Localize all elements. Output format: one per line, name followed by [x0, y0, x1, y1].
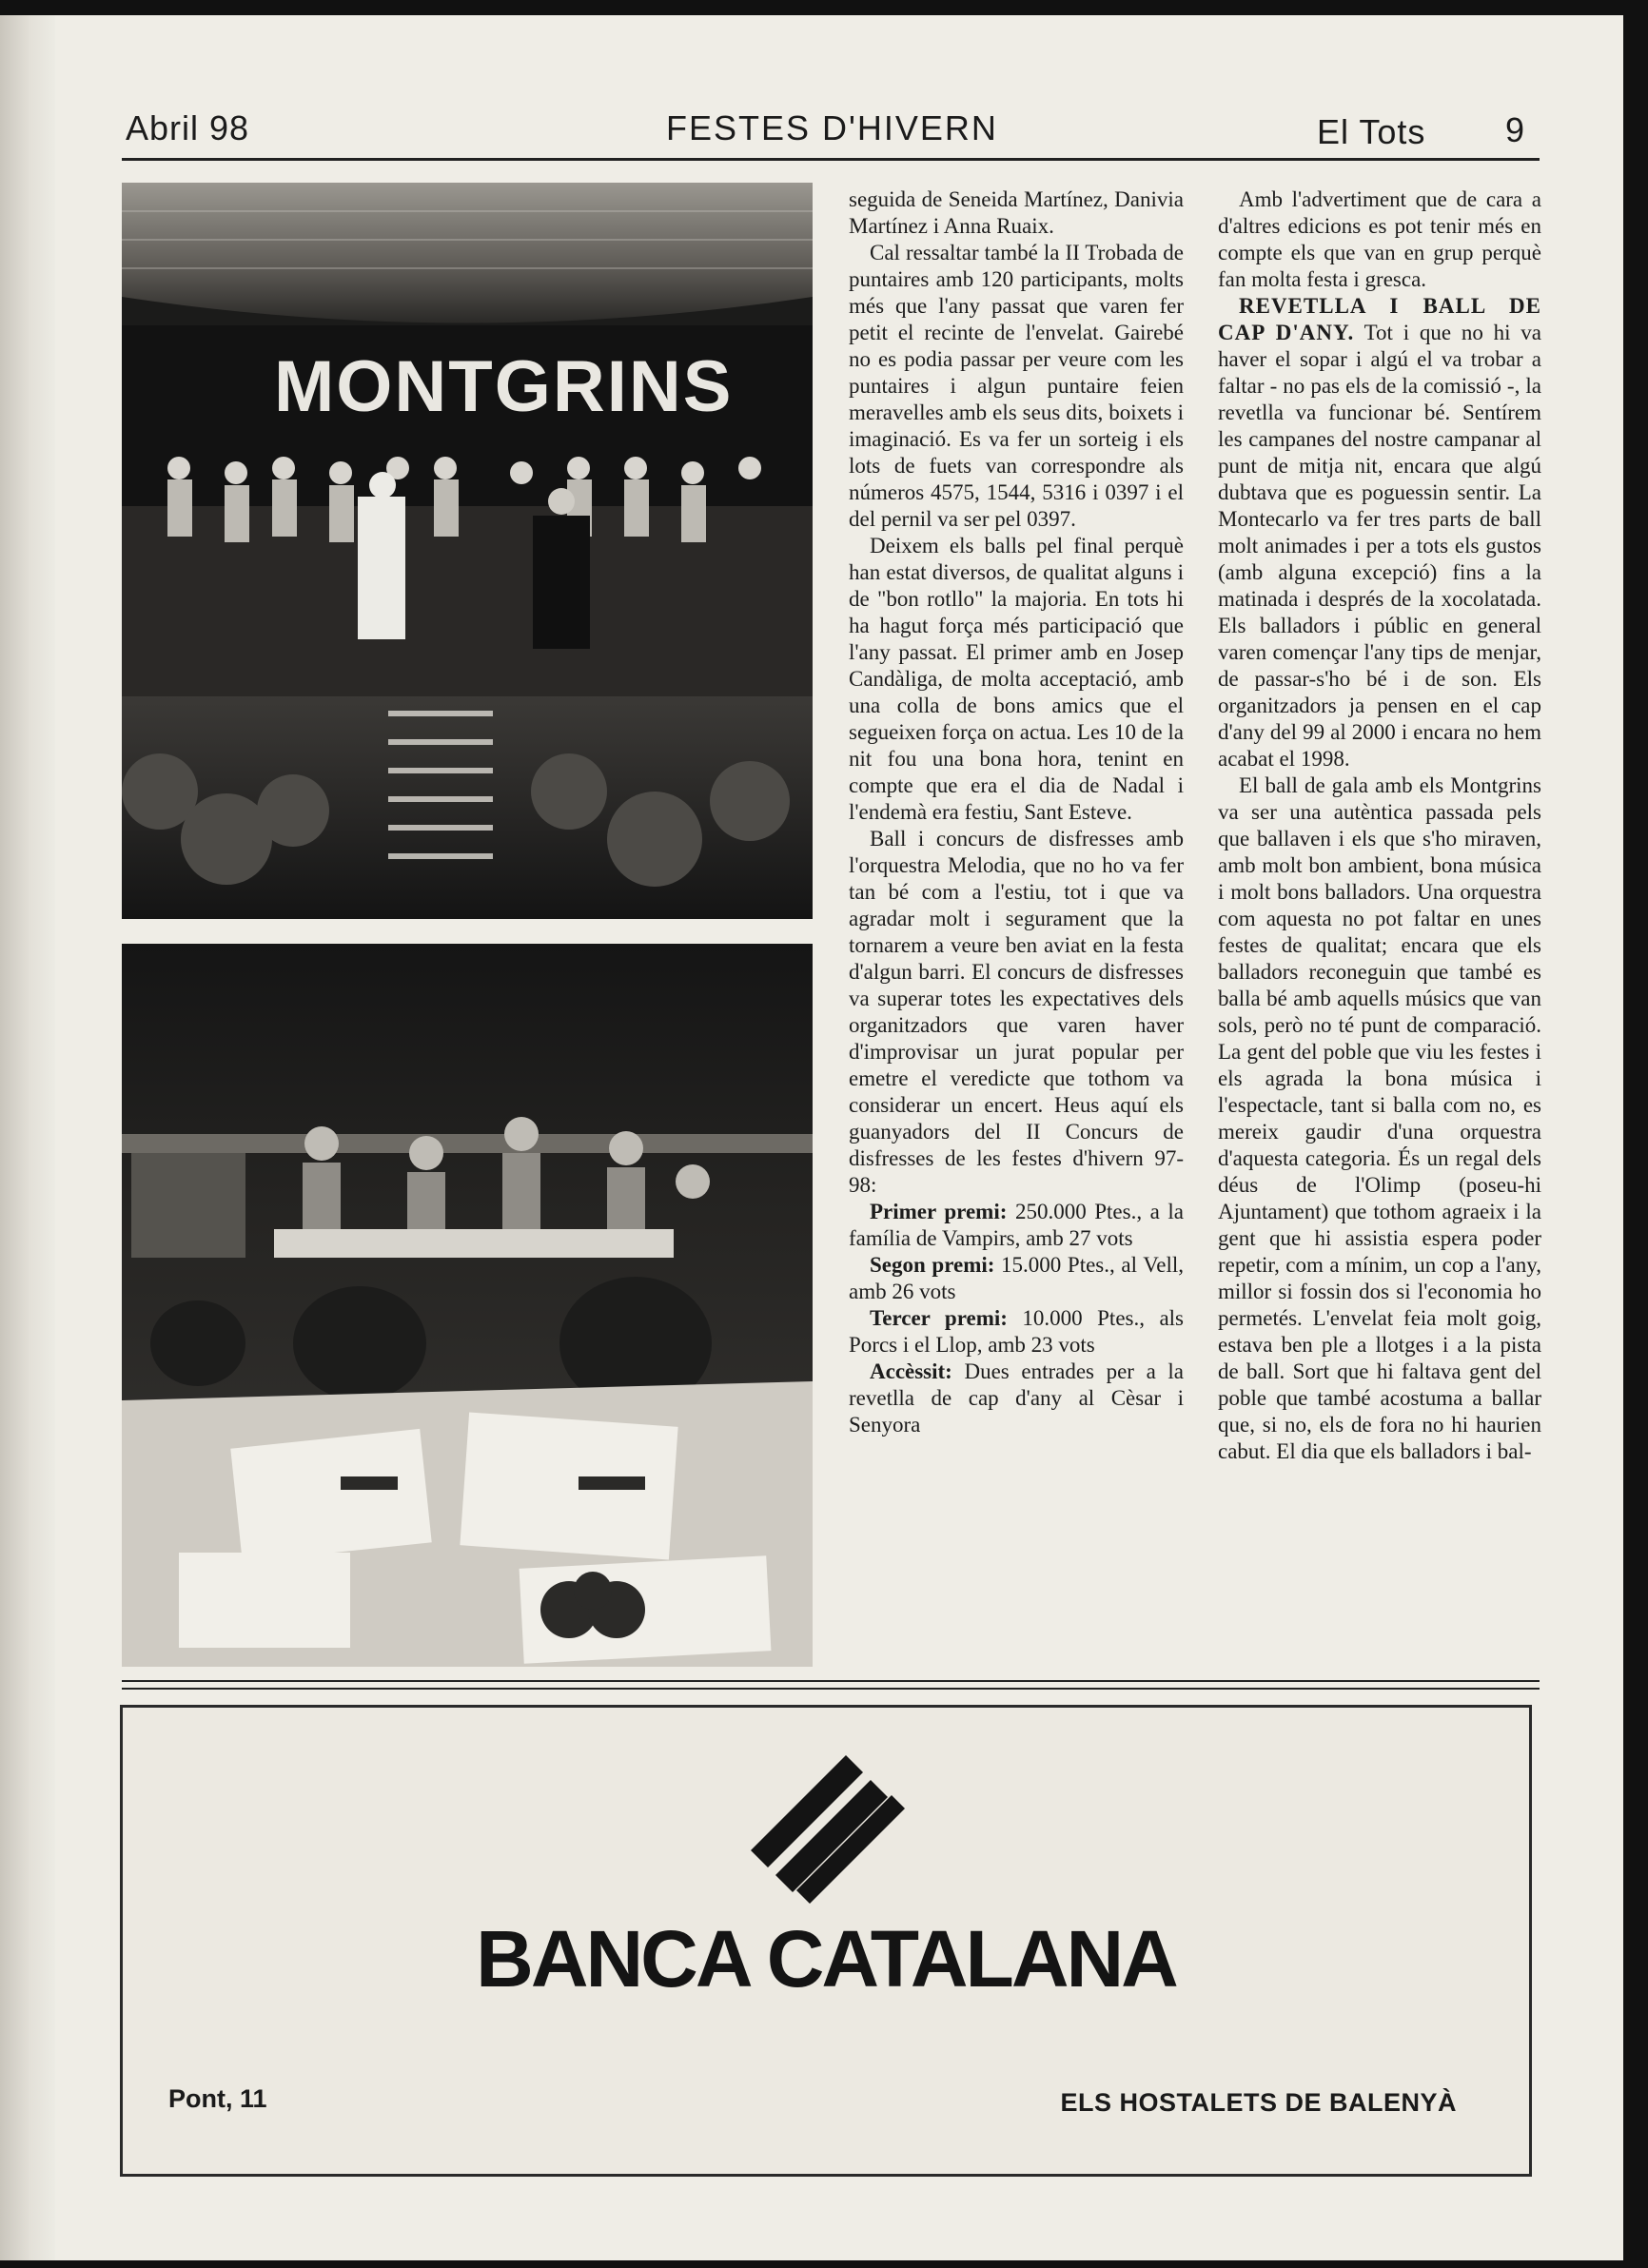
prize-entry: [849, 1252, 1184, 1305]
section-heading: REVETLLA I BALL DE CAP D'ANY.: [1218, 294, 1541, 344]
bank-town: ELS HOSTALETS DE BALENYÀ: [1060, 2088, 1457, 2117]
prize-entry: [849, 1305, 1184, 1359]
bank-advertisement: [120, 1705, 1532, 2177]
prize-label: Accèssit:: [870, 1359, 952, 1383]
article-column-1: [849, 186, 1184, 1671]
paragraph: Deixem els balls pel final perquè han estat diversos, de qualitat alguns i de "bon rotllo" la majoria. En tots hi ha hagut força més participació que l'any passat. El primer amb en Josep Candàliga, de molta acceptació, amb una colla de bons amics que el segueixen força on actua. Les 10 de la nit fou una bona hora, tenint en compte que era el dia de Nadal i l'endemà era festiu, Sant Esteve.: [849, 534, 1184, 824]
prize-entry: [849, 1359, 1184, 1438]
bank-address: Pont, 11: [168, 2084, 267, 2113]
prize-text: Dues entrades per a la revetlla de cap d'any al Cèsar i Senyora: [849, 1359, 1185, 1437]
separator-rule: [122, 1688, 1540, 1690]
prize-label: Primer premi:: [870, 1200, 1008, 1223]
paragraph-text: Tot i que no hi va haver el sopar i algú el va trobar a faltar - no pas els de la comissió -, la revetlla va funcionar bé. Sentírem les campanes del nostre campanar al punt de mitja nit, encara que algú dubtava que es poguessin sentir. La Montecarlo va fer tres parts de ball molt animades i per a tots els gustos (amb alguna excepció) fins a la matinada i després de la xocolatada. Els balladors i públic en general varen començar l'any tips de menjar, de passar-s'ho bé i de son. Els organitzadors ja pensen en el cap d'any del 99 al 2000 i encara no hem acabat el 1998.: [1218, 321, 1542, 771]
prize-label: Segon premi:: [870, 1253, 995, 1277]
prize-entry: [849, 1199, 1184, 1252]
paragraph: seguida de Seneida Martínez, Danivia Martínez i Anna Ruaix.: [849, 187, 1184, 238]
page-spine: [0, 15, 55, 2260]
paragraph: Amb l'advertiment que de cara a d'altres edicions es pot tenir més en compte els que van en grup perquè fan molta festa i gresca.: [1218, 187, 1541, 291]
banner-text: MONTGRINS: [274, 346, 734, 427]
header-rule: [122, 158, 1540, 161]
orchestra-photo: [122, 183, 813, 919]
page-header: [122, 93, 1540, 162]
issue-date: Abril 98: [126, 108, 250, 147]
magazine-page: [0, 15, 1623, 2260]
paragraph: El ball de gala amb els Montgrins va ser una autèntica passada pels que ballaven i els que s'ho miraven, amb molt bon ambient, bona música i molt bons balladors. Una orquestra com aquesta no pot faltar en unes festes de qualitat; encara que els balladors reconeguin que també es balla bé amb aquells músics que van sols, però no té punt de comparació. La gent del poble que viu les festes i els agrada la bona música i l'espectacle, tant si balla com no, es mereix gaudir d'una orquestra d'aquesta categoria. És un regal dels déus de l'Olimp (poseu-hi Ajuntament) que tothom agraeix i la gent que hi assistia espera poder repetir, com a mínim, un cop a l'any, millor si fossin dos si l'economia ho permetés. L'envelat feia molt goig, estava ben ple a llotges i a la pista de ball. Sort que hi faltava gent del poble que també acostuma a ballar que, si no, els de fora no hi haurien cabut. El dia que els balladors i bal-: [1218, 773, 1541, 1463]
paragraph: Ball i concurs de disfresses amb l'orquestra Melodia, que no ho va fer tan bé com a l'estiu, tot i que va agradar molt i segurament que la tornarem a veure ben aviat en la festa d'algun barri. El concurs de disfresses va superar totes les expectatives dels organitzadors que varen haver d'improvisar un jurat popular per emetre el veredicte que tothom va considerar un encert. Heus aquí els guanyadors del II Concurs de disfresses de les festes d'hivern 97-98:: [849, 827, 1184, 1197]
prize-text: 15.000 Ptes., al Vell, amb 26 vots: [849, 1253, 1184, 1303]
prize-label: Tercer premi:: [870, 1306, 1008, 1330]
separator-rule: [122, 1680, 1540, 1682]
page-number: 9: [1505, 110, 1526, 149]
prize-text: 250.000 Ptes., a la família de Vampirs, amb 27 vots: [849, 1200, 1185, 1250]
paragraph: Cal ressaltar també la II Trobada de puntaires amb 120 participants, molts més que l'any passat que varen fer petit el recinte de l'envelat. Gairebé no es podia passar per veure com les puntaires i algun puntaire feien meravelles amb els seus dits, boixets i imaginació. Es va fer un sorteig i els lots de fuets van correspondre als números 4575, 1544, 5316 i 0397 i el del pernil va ser pel 0397.: [849, 241, 1184, 531]
bank-logo-icon: [741, 1746, 912, 1907]
children-drawing-photo: [122, 944, 813, 1667]
section-title: FESTES D'HIVERN: [666, 108, 998, 147]
article-column-2: [1218, 186, 1541, 1671]
bank-name: BANCA CATALANA: [476, 1914, 1176, 2004]
magazine-name: El Tots: [1317, 112, 1426, 151]
paragraph: [1218, 293, 1541, 772]
prize-text: 10.000 Ptes., als Porcs i el Llop, amb 23 vots: [849, 1306, 1184, 1357]
